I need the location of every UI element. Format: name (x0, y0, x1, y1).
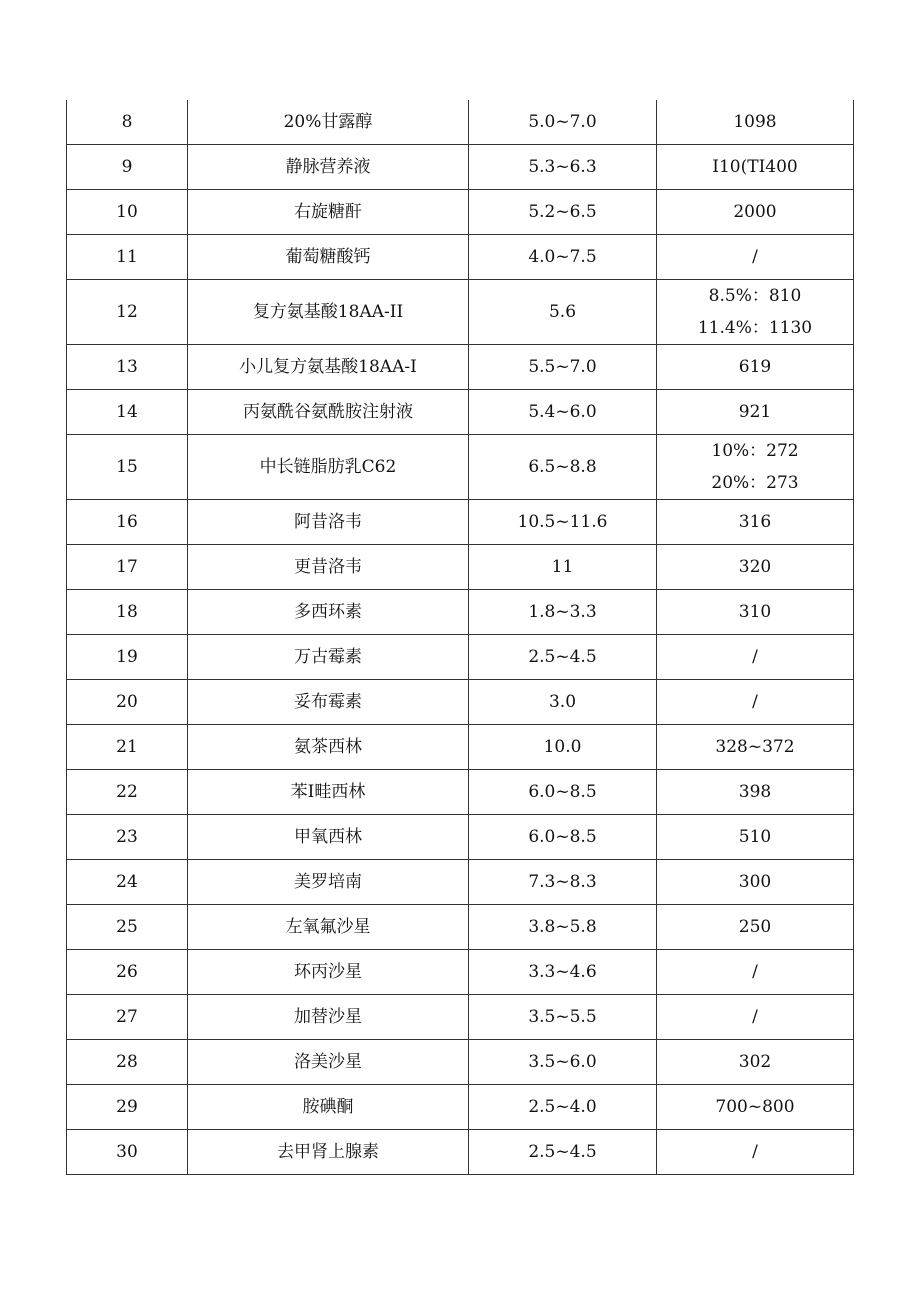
osmolality-value (657, 860, 854, 905)
osmolality-line: 302 (738, 1052, 772, 1072)
table-row (67, 280, 854, 345)
osmolality-value (657, 1130, 854, 1175)
osmolality-value (657, 635, 854, 680)
ph-value: 6.5~8.8 (469, 435, 657, 500)
table-row (67, 860, 854, 905)
osmolality-value (657, 905, 854, 950)
drug-name: 苯I畦西林 (188, 770, 469, 815)
osmolality-line: I10(TI400 (712, 157, 798, 177)
osmolality-value (657, 815, 854, 860)
row-number: 14 (67, 390, 188, 435)
ph-value: 6.0~8.5 (469, 815, 657, 860)
row-number: 11 (67, 235, 188, 280)
drug-name: 静脉营养液 (188, 145, 469, 190)
row-number: 19 (67, 635, 188, 680)
ph-value: 10.5~11.6 (469, 500, 657, 545)
osmolality-line: / (752, 962, 758, 982)
table-row (67, 500, 854, 545)
drug-name: 环丙沙星 (188, 950, 469, 995)
drug-name: 中长链脂肪乳C62 (188, 435, 469, 500)
drug-name: 丙氨酰谷氨酰胺注射液 (188, 390, 469, 435)
osmolality-line: / (752, 647, 758, 667)
osmolality-line: 619 (738, 357, 772, 377)
row-number: 29 (67, 1085, 188, 1130)
osmolality-line: / (752, 1007, 758, 1027)
osmolality-line: 310 (738, 602, 772, 622)
table-row (67, 435, 854, 500)
drug-name: 加替沙星 (188, 995, 469, 1040)
osmolality-line: 2000 (733, 202, 777, 222)
drug-name: 去甲肾上腺素 (188, 1130, 469, 1175)
osmolality-value (657, 500, 854, 545)
osmolality-value (657, 770, 854, 815)
osmolality-value (657, 435, 854, 500)
table-row (67, 635, 854, 680)
row-number: 16 (67, 500, 188, 545)
ph-value: 7.3~8.3 (469, 860, 657, 905)
ph-value: 5.2~6.5 (469, 190, 657, 235)
drug-name: 甲氧西林 (188, 815, 469, 860)
table-row (67, 345, 854, 390)
drug-name: 多西环素 (188, 590, 469, 635)
table-row (67, 545, 854, 590)
table-row (67, 1085, 854, 1130)
row-number: 26 (67, 950, 188, 995)
drug-name: 氨茶西林 (188, 725, 469, 770)
row-number: 24 (67, 860, 188, 905)
table-row (67, 190, 854, 235)
osmolality-line: 1098 (733, 112, 777, 132)
osmolality-line: 250 (738, 917, 772, 937)
drug-name: 葡萄糖酸钙 (188, 235, 469, 280)
row-number: 20 (67, 680, 188, 725)
ph-value: 2.5~4.5 (469, 635, 657, 680)
osmolality-value (657, 1085, 854, 1130)
ph-value: 2.5~4.0 (469, 1085, 657, 1130)
table-row (67, 725, 854, 770)
ph-value: 10.0 (469, 725, 657, 770)
row-number: 15 (67, 435, 188, 500)
drug-table-body (67, 100, 854, 1175)
row-number: 21 (67, 725, 188, 770)
drug-name: 小儿复方氨基酸18AA-I (188, 345, 469, 390)
osmolality-line: 20%：273 (711, 473, 799, 493)
table-row (67, 770, 854, 815)
table-row (67, 235, 854, 280)
osmolality-value (657, 345, 854, 390)
osmolality-line: 510 (738, 827, 772, 847)
osmolality-value (657, 725, 854, 770)
table-row (67, 390, 854, 435)
osmolality-value (657, 145, 854, 190)
osmolality-line: 328~372 (715, 737, 795, 757)
row-number: 23 (67, 815, 188, 860)
table-row (67, 905, 854, 950)
osmolality-line: / (752, 1142, 758, 1162)
row-number: 27 (67, 995, 188, 1040)
ph-value: 6.0~8.5 (469, 770, 657, 815)
ph-value: 5.4~6.0 (469, 390, 657, 435)
drug-name: 右旋糖酐 (188, 190, 469, 235)
ph-value: 5.5~7.0 (469, 345, 657, 390)
drug-name: 20%甘露醇 (188, 100, 469, 145)
osmolality-value (657, 995, 854, 1040)
table-row (67, 100, 854, 145)
drug-name: 洛美沙星 (188, 1040, 469, 1085)
row-number: 10 (67, 190, 188, 235)
osmolality-line: 320 (738, 557, 772, 577)
row-number: 8 (67, 100, 188, 145)
osmolality-value (657, 100, 854, 145)
table-row (67, 950, 854, 995)
osmolality-line: 10%：272 (711, 441, 799, 461)
table-row (67, 680, 854, 725)
ph-value: 2.5~4.5 (469, 1130, 657, 1175)
table-row (67, 815, 854, 860)
ph-value: 11 (469, 545, 657, 590)
ph-value: 5.3~6.3 (469, 145, 657, 190)
ph-value: 3.5~5.5 (469, 995, 657, 1040)
row-number: 17 (67, 545, 188, 590)
osmolality-line: / (752, 247, 758, 267)
ph-value: 5.6 (469, 280, 657, 345)
table-row (67, 1040, 854, 1085)
osmolality-line: / (752, 692, 758, 712)
ph-value: 1.8~3.3 (469, 590, 657, 635)
drug-name: 复方氨基酸18AA-II (188, 280, 469, 345)
drug-name: 左氧氟沙星 (188, 905, 469, 950)
osmolality-value (657, 590, 854, 635)
drug-name: 阿昔洛韦 (188, 500, 469, 545)
osmolality-value (657, 1040, 854, 1085)
drug-name: 更昔洛韦 (188, 545, 469, 590)
row-number: 22 (67, 770, 188, 815)
osmolality-line: 8.5%：810 (708, 286, 802, 306)
drug-name: 妥布霉素 (188, 680, 469, 725)
row-number: 28 (67, 1040, 188, 1085)
osmolality-value (657, 280, 854, 345)
ph-value: 3.5~6.0 (469, 1040, 657, 1085)
row-number: 9 (67, 145, 188, 190)
drug-table (66, 100, 854, 1175)
ph-value: 3.0 (469, 680, 657, 725)
ph-value: 5.0~7.0 (469, 100, 657, 145)
osmolality-line: 316 (738, 512, 772, 532)
osmolality-value (657, 390, 854, 435)
osmolality-line: 11.4%：1130 (697, 318, 813, 338)
table-row (67, 590, 854, 635)
ph-value: 3.8~5.8 (469, 905, 657, 950)
ph-value: 4.0~7.5 (469, 235, 657, 280)
row-number: 18 (67, 590, 188, 635)
row-number: 30 (67, 1130, 188, 1175)
osmolality-value (657, 190, 854, 235)
drug-name: 胺碘酮 (188, 1085, 469, 1130)
osmolality-value (657, 950, 854, 995)
osmolality-value (657, 235, 854, 280)
drug-name: 万古霉素 (188, 635, 469, 680)
osmolality-value (657, 680, 854, 725)
osmolality-value (657, 545, 854, 590)
osmolality-line: 300 (738, 872, 772, 892)
row-number: 25 (67, 905, 188, 950)
drug-name: 美罗培南 (188, 860, 469, 905)
osmolality-line: 921 (738, 402, 772, 422)
osmolality-line: 398 (738, 782, 772, 802)
osmolality-line: 700~800 (715, 1097, 795, 1117)
row-number: 12 (67, 280, 188, 345)
ph-value: 3.3~4.6 (469, 950, 657, 995)
table-row (67, 995, 854, 1040)
table-row (67, 145, 854, 190)
table-row (67, 1130, 854, 1175)
row-number: 13 (67, 345, 188, 390)
